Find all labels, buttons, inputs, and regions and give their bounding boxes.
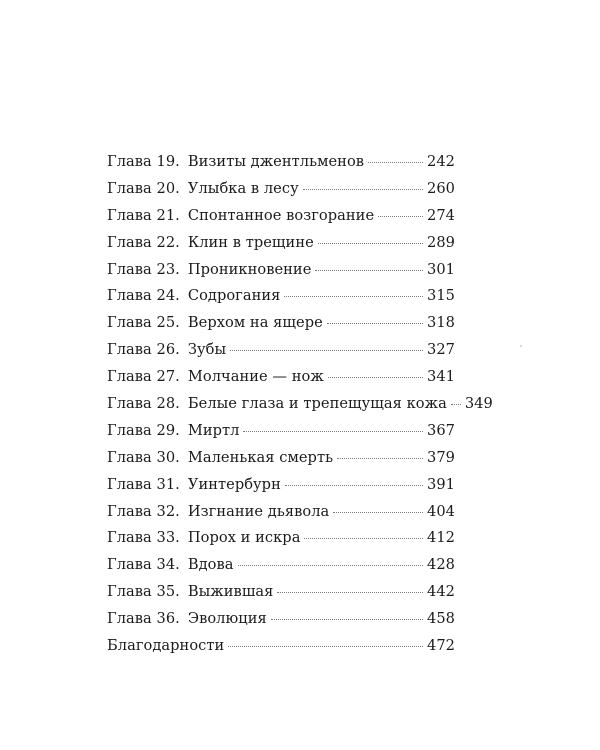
toc-entry-title bbox=[107, 556, 234, 573]
toc-page-number: 327 bbox=[426, 341, 455, 359]
toc-section-name: Благодарности bbox=[107, 637, 225, 655]
toc-entry bbox=[107, 422, 455, 449]
toc-entry-title bbox=[107, 610, 267, 627]
toc-page-number: 442 bbox=[426, 583, 455, 601]
toc-chapter-number: Глава 29. bbox=[107, 421, 180, 439]
toc-page-number: 260 bbox=[426, 179, 455, 197]
toc-page-number: 315 bbox=[426, 287, 455, 305]
toc-chapter-name: Уинтербурн bbox=[187, 475, 281, 493]
dot-leader bbox=[327, 323, 423, 324]
toc-chapter-number: Глава 19. bbox=[107, 153, 180, 170]
toc-entry bbox=[107, 234, 455, 261]
dot-leader bbox=[318, 243, 423, 244]
toc-chapter-number: Глава 22. bbox=[107, 233, 180, 251]
toc-entry bbox=[107, 368, 455, 395]
toc-entry bbox=[107, 287, 455, 314]
toc-page-number: 367 bbox=[426, 421, 455, 439]
toc-entry-title bbox=[107, 314, 323, 331]
toc-chapter-number: Глава 35. bbox=[107, 583, 180, 601]
toc-chapter-name: Проникновение bbox=[187, 260, 312, 278]
toc-chapter-name: Изгнание дьявола bbox=[187, 502, 330, 520]
toc-entry-title bbox=[107, 395, 447, 412]
toc-chapter-name: Вдова bbox=[187, 556, 234, 574]
toc-entry-title bbox=[107, 207, 374, 224]
toc-entry bbox=[107, 529, 455, 556]
toc-chapter-number: Глава 26. bbox=[107, 341, 180, 359]
toc-chapter-number: Глава 21. bbox=[107, 206, 180, 224]
table-of-contents bbox=[107, 153, 493, 664]
toc-page-number: 301 bbox=[426, 260, 455, 278]
toc-page-number: 341 bbox=[426, 368, 455, 386]
toc-entry-title bbox=[107, 287, 280, 304]
toc-chapter-name: Белые глаза и трепещущая кожа bbox=[187, 395, 447, 413]
dot-leader bbox=[337, 458, 423, 459]
toc-chapter-name: Содрогания bbox=[187, 287, 281, 305]
toc-page-number: 349 bbox=[464, 395, 493, 413]
dot-leader bbox=[285, 485, 423, 486]
toc-chapter-number: Глава 23. bbox=[107, 260, 180, 278]
toc-chapter-number: Глава 27. bbox=[107, 368, 180, 386]
toc-entry-title bbox=[107, 583, 273, 600]
toc-entry bbox=[107, 341, 455, 368]
toc-page-number: 428 bbox=[426, 556, 455, 574]
dot-leader bbox=[451, 404, 461, 405]
toc-entry bbox=[107, 556, 455, 583]
toc-chapter-name: Клин в трещине bbox=[187, 233, 314, 251]
toc-entry bbox=[107, 637, 455, 664]
dot-leader bbox=[304, 538, 423, 539]
toc-entry-title bbox=[107, 449, 333, 466]
toc-chapter-number: Глава 20. bbox=[107, 179, 180, 197]
toc-page-number: 289 bbox=[426, 233, 455, 251]
dot-leader bbox=[328, 377, 423, 378]
toc-page-number: 458 bbox=[426, 610, 455, 628]
toc-chapter-name: Маленькая смерть bbox=[187, 448, 334, 466]
toc-chapter-number: Глава 30. bbox=[107, 448, 180, 466]
toc-chapter-name: Порох и искра bbox=[187, 529, 301, 547]
toc-entry-title bbox=[107, 422, 239, 439]
dot-leader bbox=[284, 296, 423, 297]
dot-leader bbox=[378, 216, 423, 217]
toc-page-number: 379 bbox=[426, 448, 455, 466]
toc-entry-title bbox=[107, 503, 329, 520]
toc-entry-title bbox=[107, 153, 364, 170]
toc-entry bbox=[107, 610, 455, 637]
toc-page-number: 318 bbox=[426, 314, 455, 332]
dot-leader bbox=[303, 189, 423, 190]
toc-entry-title bbox=[107, 341, 226, 358]
dot-leader bbox=[243, 431, 423, 432]
toc-entry bbox=[107, 261, 455, 288]
toc-chapter-number: Глава 36. bbox=[107, 610, 180, 628]
toc-entry bbox=[107, 395, 493, 422]
toc-chapter-number: Глава 28. bbox=[107, 395, 180, 413]
dot-leader bbox=[238, 565, 423, 566]
toc-chapter-name: Эволюция bbox=[187, 610, 267, 628]
toc-page-number: 274 bbox=[426, 206, 455, 224]
toc-entry-title bbox=[107, 234, 314, 251]
toc-chapter-name: Зубы bbox=[187, 341, 227, 359]
toc-chapter-number: Глава 25. bbox=[107, 314, 180, 332]
toc-entry bbox=[107, 583, 455, 610]
toc-chapter-number: Глава 32. bbox=[107, 502, 180, 520]
toc-entry-title bbox=[107, 180, 299, 197]
dot-leader bbox=[228, 646, 423, 647]
toc-chapter-name: Улыбка в лесу bbox=[187, 179, 299, 197]
toc-entry bbox=[107, 476, 455, 503]
toc-chapter-name: Верхом на ящере bbox=[187, 314, 323, 332]
toc-entry bbox=[107, 180, 455, 207]
toc-chapter-name: Выжившая bbox=[187, 583, 274, 601]
toc-entry bbox=[107, 314, 455, 341]
toc-entry-title bbox=[107, 261, 311, 278]
dot-leader bbox=[230, 350, 423, 351]
dot-leader bbox=[271, 619, 423, 620]
toc-chapter-name: Миртл bbox=[187, 421, 240, 439]
toc-chapter-number: Глава 33. bbox=[107, 529, 180, 547]
toc-entry bbox=[107, 503, 455, 530]
toc-entry-title bbox=[107, 368, 324, 385]
toc-page-number: 242 bbox=[426, 153, 455, 170]
toc-chapter-name: Молчание — нож bbox=[187, 368, 324, 386]
dot-leader bbox=[368, 162, 423, 163]
dot-leader bbox=[333, 512, 423, 513]
toc-entry bbox=[107, 207, 455, 234]
toc-chapter-name: Спонтанное возгорание bbox=[187, 206, 375, 224]
toc-entry-title bbox=[107, 637, 224, 654]
toc-page-number: 391 bbox=[426, 475, 455, 493]
dot-leader bbox=[277, 592, 423, 593]
toc-chapter-number: Глава 31. bbox=[107, 475, 180, 493]
dot-leader bbox=[315, 270, 423, 271]
toc-entry-title bbox=[107, 476, 281, 493]
toc-entry-title bbox=[107, 529, 300, 546]
toc-page-number: 472 bbox=[426, 637, 455, 655]
toc-page-number: 412 bbox=[426, 529, 455, 547]
toc-page-number: 404 bbox=[426, 502, 455, 520]
toc-chapter-name: Визиты джентльменов bbox=[187, 153, 365, 170]
paper-speck bbox=[520, 345, 522, 347]
toc-entry bbox=[107, 153, 455, 180]
toc-entry bbox=[107, 449, 455, 476]
toc-chapter-number: Глава 34. bbox=[107, 556, 180, 574]
toc-chapter-number: Глава 24. bbox=[107, 287, 180, 305]
